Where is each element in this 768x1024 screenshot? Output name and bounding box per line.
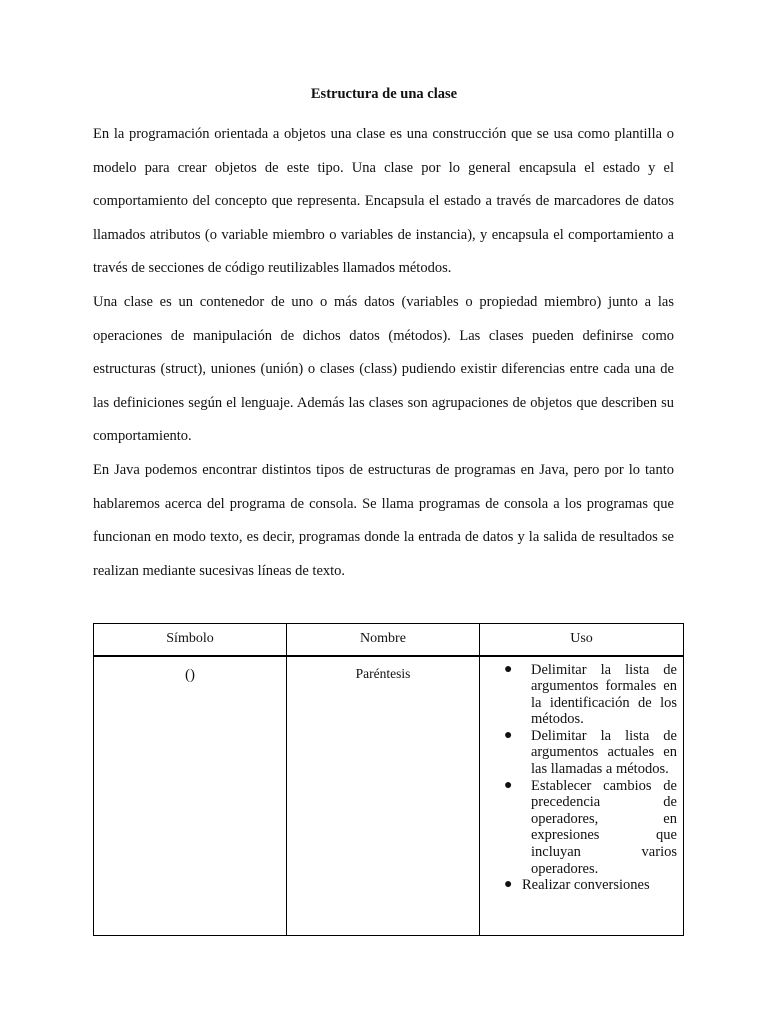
table-row xyxy=(94,656,684,936)
symbols-table xyxy=(93,623,684,936)
bullet-icon: ● xyxy=(504,877,513,893)
cell-symbol: () xyxy=(94,656,287,936)
use-text: Delimitar la lista de argumentos actuales en las llamadas a métodos. xyxy=(531,727,677,778)
list-item xyxy=(480,662,677,728)
bullet-icon: ● xyxy=(504,777,513,793)
bullet-icon: ● xyxy=(504,727,513,743)
paragraph-class-definition: En la programación orientada a objetos una clase es una construcción que se usa como plantilla o modelo para crear objetos de este tipo. Una clase por lo general encapsula el estado y el comportamiento del concepto que representa. Encapsula el estado a través de marcadores de datos llamados atributos (o variable miembro o variables de instancia), y encapsula el comportamiento a través de secciones de código reutilizables llamados métodos. xyxy=(93,126,674,277)
header-name: Nombre xyxy=(287,624,480,656)
cell-name: Paréntesis xyxy=(287,656,480,936)
document-title: Estructura de una clase xyxy=(310,86,458,102)
document-body xyxy=(93,118,674,588)
cell-uses xyxy=(480,656,684,936)
paragraph-java-console: En Java podemos encontrar distintos tipos de estructuras de programas en Java, pero por lo tanto hablaremos acerca del programa de consola. Se llama programas de consola a los programas que funcionan en modo texto, es decir, programas donde la entrada de datos y la salida de resultados se realizan mediante sucesivas líneas de texto. xyxy=(93,461,674,579)
use-text: Delimitar la lista de argumentos formales en la identificación de los métodos. xyxy=(531,661,677,728)
header-symbol: Símbolo xyxy=(94,624,287,656)
list-item xyxy=(480,728,677,778)
list-item xyxy=(480,778,677,878)
header-use: Uso xyxy=(480,624,684,656)
bullet-icon: ● xyxy=(504,661,513,677)
use-text: Establecer cambios de precedencia de operadores, en expresiones que incluyan varios operadores. xyxy=(531,777,677,877)
paragraph-class-container: Una clase es un contenedor de uno o más datos (variables o propiedad miembro) junto a las operaciones de manipulación de dichos datos (métodos). Las clases pueden definirse como estructuras (struct), uniones (unión) o clases (class) pudiendo existir diferencias entre cada una de las definiciones según el lenguaje. Además las clases son agrupaciones de objetos que describen su comportamiento. xyxy=(93,293,674,445)
use-text: Realizar conversiones xyxy=(522,877,650,894)
list-item xyxy=(480,877,677,894)
uses-list xyxy=(480,662,677,894)
table-header-row xyxy=(94,624,684,656)
